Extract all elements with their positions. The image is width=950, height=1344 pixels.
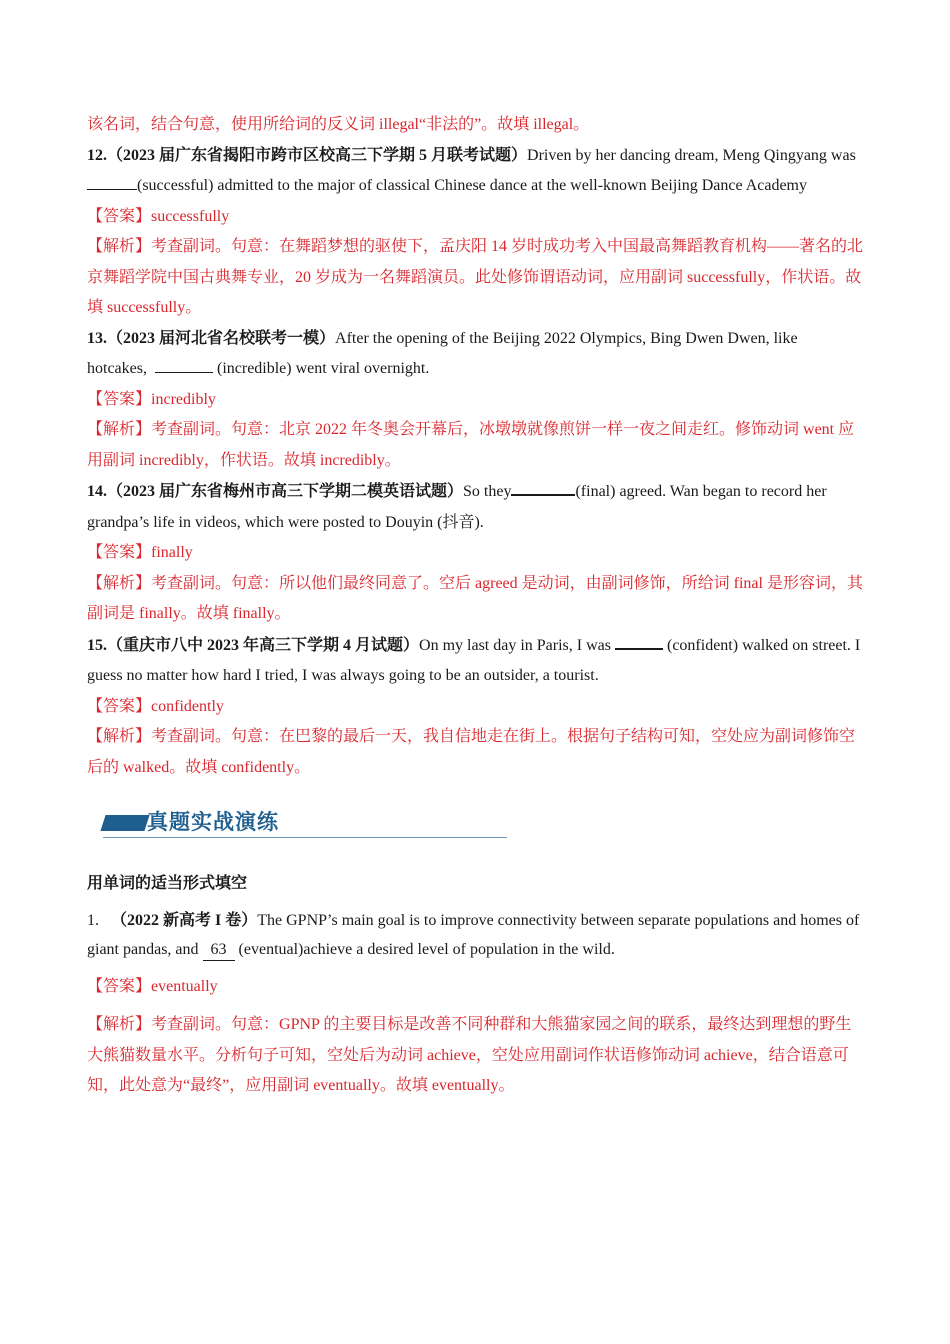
q14-blank[interactable]: [511, 476, 575, 496]
p1-number: 1.: [87, 911, 99, 929]
q12-analysis-label: 【解析】: [87, 238, 152, 255]
q14-text-after: (final) agreed. Wan began to record her grandpa’s life in videos, which were posted to Douyin (抖音).: [87, 483, 827, 531]
q13-text-after: (incredible) went viral overnight.: [216, 360, 430, 377]
p1-analysis-text: 考查副词。句意：GPNP 的主要目标是改善不同种群和大熊猫家园之间的联系，最终达到理想的野生大熊猫数量水平。分析句子可知，空处后为动词 achieve，空处应用副词作状语修饰动词 achieve，结合语意可知，此处意为“最终”，应用副词 eventually。故填 eventually。: [87, 1016, 852, 1094]
q14-number: 14.: [87, 483, 107, 500]
q15-analysis-label: 【解析】: [87, 728, 152, 745]
q13-answer-label: 【答案】: [87, 390, 152, 408]
section-heading-title: 真题实战演练: [147, 810, 279, 834]
q12-text-before: Driven by her dancing dream, Meng Qingyang was: [527, 146, 856, 164]
section-heading-rule: [103, 837, 507, 838]
q12-answer-value: successfully: [151, 207, 230, 225]
q15-answer: [87, 692, 865, 723]
q12-analysis-text: 考查副词。句意：在舞蹈梦想的驱使下，孟庆阳 14 岁时成功考入中国最高舞蹈教育机构——著名的北京舞蹈学院中国古典舞专业，20 岁成为一名舞蹈演员。此处修饰谓语动词，应用副词 successfully，作状语。故填 successfully。: [87, 238, 864, 316]
q15-source: （重庆市八中 2023 年高三下学期 4 月试题）: [107, 636, 420, 654]
q12-number: 12.: [87, 146, 107, 164]
q14-analysis-text: 考查副词。句意：所以他们最终同意了。空后 agreed 是动词，由副词修饰，所给词 final 是形容词，其副词是 finally。故填 finally。: [87, 574, 863, 622]
q15-text-after: (confident) walked on street. I guess no matter how hard I tried, I was always going to be an outsider, a tourist.: [87, 636, 861, 684]
q15-blank[interactable]: [615, 630, 663, 650]
p1-text-after: (eventual)achieve a desired level of population in the wild.: [238, 940, 615, 958]
q15-analysis: [87, 722, 865, 783]
p1-analysis: [87, 1010, 865, 1102]
q13-blank[interactable]: [155, 354, 213, 373]
q12-text-after: (successful) admitted to the major of classical Chinese dance at the well-known Beijing Dance Academy: [137, 177, 807, 194]
q15-analysis-text: 考查副词。句意：在巴黎的最后一天，我自信地走在街上。根据句子结构可知，空处应为副词修饰空后的 walked。故填 confidently。: [87, 728, 856, 776]
q14-answer-value: finally: [151, 544, 193, 561]
p1-source: （2022 新高考 I 卷）: [111, 911, 258, 929]
q13-answer-value: incredibly: [151, 390, 216, 408]
q13-text-before: After the opening of the Beijing 2022 Olympics, Bing Dwen Dwen, like hotcakes,: [87, 329, 798, 377]
section-heading: [103, 807, 507, 849]
p1-text-before: The GPNP’s main goal is to improve connectivity between separate populations and homes of giant pandas, and: [87, 911, 860, 958]
q14-answer: [87, 538, 865, 569]
q14-analysis: [87, 569, 865, 630]
p1-answer: [87, 972, 865, 1003]
p1-blank[interactable]: 63: [203, 940, 235, 961]
practice-question-1: [87, 906, 865, 964]
q14-source: （2023 届广东省梅州市高三下学期二模英语试题）: [107, 483, 464, 500]
p1-answer-label: 【答案】: [87, 977, 152, 995]
question-14: [87, 476, 865, 538]
q14-text-before: So they: [463, 483, 512, 500]
q12-analysis: [87, 232, 865, 324]
q15-number: 15.: [87, 636, 107, 654]
q13-source: （2023 届河北省名校联考一模）: [107, 329, 336, 347]
q14-analysis-label: 【解析】: [87, 574, 152, 592]
q13-analysis-label: 【解析】: [87, 421, 152, 438]
q15-answer-value: confidently: [151, 697, 224, 715]
document-content: [87, 110, 865, 1102]
q15-text-before: On my last day in Paris, I was: [419, 636, 611, 654]
q13-answer: [87, 385, 865, 416]
q13-analysis-text: 考查副词。句意：北京 2022 年冬奥会开幕后，冰墩墩就像煎饼一样一夜之间走红。修饰动词 went 应用副词 incredibly，作状语。故填 incredibly。: [87, 421, 855, 469]
p1-answer-value: eventually: [151, 977, 218, 995]
question-12: [87, 141, 865, 202]
q12-source: （2023 届广东省揭阳市跨市区校高三下学期 5 月联考试题）: [107, 146, 528, 164]
q12-blank[interactable]: [87, 171, 137, 190]
p1-analysis-label: 【解析】: [87, 1016, 152, 1033]
question-15: [87, 630, 865, 692]
q15-answer-label: 【答案】: [87, 697, 152, 715]
q12-answer-label: 【答案】: [87, 207, 152, 225]
section-heading-band: [100, 815, 149, 831]
q14-answer-label: 【答案】: [87, 544, 152, 561]
q11-analysis-tail: 该名词，结合句意，使用所给词的反义词 illegal“非法的”。故填 illegal。: [87, 116, 590, 133]
q13-analysis: [87, 415, 865, 476]
q12-answer: [87, 202, 865, 233]
q13-number: 13.: [87, 329, 107, 347]
question-13: [87, 324, 865, 385]
section-instruction: 用单词的适当形式填空: [87, 875, 248, 892]
